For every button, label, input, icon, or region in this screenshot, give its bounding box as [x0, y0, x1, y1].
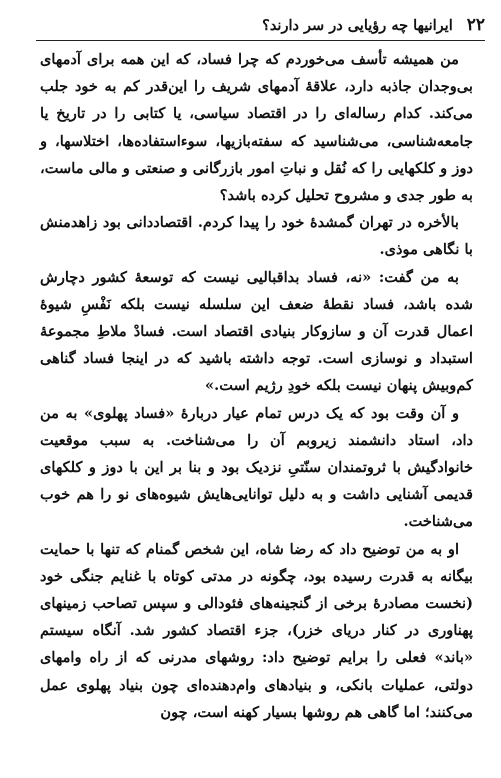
paragraph: بالأخره در تهران گمشدهٔ خود را پیدا کردم. اقتصاددانی بود زاهدمنش با نگاهی موذی. [40, 214, 473, 259]
paragraph: به من گفت: «نه، فساد بداقبالیی نیست که توسعهٔ کشور دچارش شده باشد، فساد نقطهٔ ضعف این سلسله نیست بلکه نَفْسِ شیوهٔ اعمال قدرت آن و سازوکار بنیادی اقتصاد است. فسادْ ملاطِ مجموعهٔ استبداد و نوسازی است. توجه داشته باشید که در اینجا فساد گناهی کم‌وبیش پنهان نیست بلکه خودِ رژیم است.» [40, 268, 473, 395]
paragraph: او به من توضیح داد که رضا شاه، این شخص گمنام که تنها با حمایت بیگانه به قدرت رسیده بود، چگونه در مدتی کوتاه با غنایم جنگی خود (نخست مصادرهٔ برخی از گنجینه‌های فئودالی و سپس تصاحب زمینهای پهناوری در کنار دریای خزر)، جزء اقتصاد کشور شد. آنگاه سیستم «باند» فعلی را برایم توضیح داد: روشهای مدرنی که از راه وامهای دولتی، عملیات بانکی، و بنیادهای وام‌دهنده‌ای چون بنیاد پهلوی عمل می‌کنند؛ اما گاهی هم روشها بسیار کهنه است، چون [40, 540, 473, 721]
paragraph: من همیشه تأسف می‌خوردم که چرا فساد، که این همه برای آدمهای بی‌وجدان جاذبه دارد، علاقهٔ آدمهای شریف را این‌قدر کم به خود جلب می‌کند. کدام رساله‌ای را در اقتصاد سیاسی، یا کتابی را در تاریخ یا جامعه‌شناسی، می‌شناسید که سفته‌بازیها، سوءاستفاده‌ها، اختلاسها، و دوز و کلکهایی را که نُقل و نباتِ امور بازرگانی و صنعتی و مالی ماست، به طور جدی و مشروح تحلیل کرده باشد؟ [40, 51, 473, 205]
header-divider [36, 40, 485, 41]
page-header [36, 12, 485, 38]
running-title: ایرانیها چه رؤیایی در سر دارند؟ [262, 16, 453, 34]
paragraph: و آن وقت بود که یک درس تمام عیار دربارهٔ «فساد پهلوی» به من داد، استاد دانشمند زیروبم آن را می‌شناخت. به سبب موقعیت خانوادگیش با ثروتمندان سنّتیِ نزدیک بود و بنا بر این با دوز و کلکهای قدیمی آشنایی داشت و به دلیل توانایی‌هایش شیوه‌های نو را هم خوب می‌شناخت. [40, 404, 473, 531]
page-number: ۲۲ [466, 15, 485, 35]
body-text [40, 46, 473, 726]
